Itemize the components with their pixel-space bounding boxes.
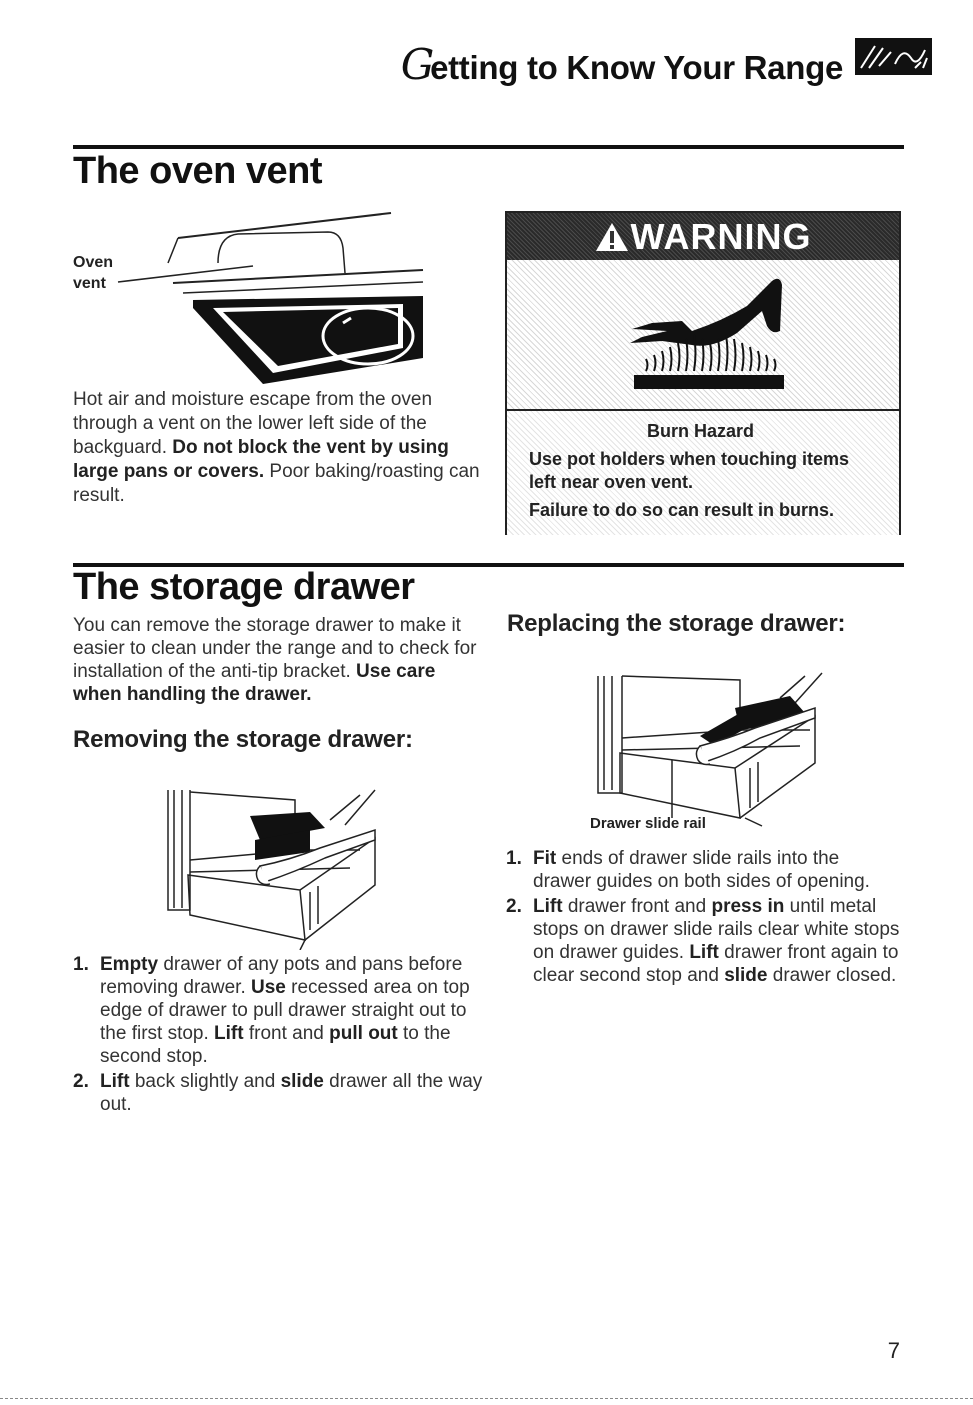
replacing-step-1 (506, 847, 901, 893)
drawer-slide-rail-label: Drawer slide rail (590, 815, 706, 832)
oven-vent-paragraph (73, 388, 483, 508)
warning-line-1: Use pot holders when touching items (529, 449, 850, 469)
header-initial: G (400, 40, 435, 89)
step-text: drawer front again to clear second stop and (533, 942, 899, 986)
warning-text-panel (507, 409, 899, 535)
step-text: front and (243, 1023, 330, 1044)
step-text: back slightly and (129, 1071, 281, 1092)
step-text: ends of drawer slide rails into the drawer guides on both sides of opening. (533, 848, 870, 892)
section-rule (73, 145, 904, 149)
step-number: 1. (73, 954, 89, 975)
step-text: drawer front and (562, 896, 712, 917)
storage-intro-text: You can remove the storage drawer to make it easier to clean under the range and to check for installation of the anti-tip bracket. (73, 615, 477, 682)
step-text: until metal stops on drawer slide rails clear white stops on drawer guides. (533, 896, 900, 963)
step-bold: slide (724, 965, 768, 986)
oven-vent-text-2: Poor baking/roasting can result. (73, 461, 480, 506)
warning-box (505, 211, 901, 535)
removing-step-1 (73, 953, 483, 1068)
range-logo-icon (855, 38, 932, 75)
warning-line-3: Failure to do so can result in burns. (529, 500, 835, 520)
step-bold: Lift (100, 1071, 130, 1092)
replacing-drawer-figure (590, 668, 830, 838)
oven-vent-label-line2: vent (73, 275, 106, 292)
warning-heading: WARNING (630, 215, 812, 257)
storage-drawer-heading: The storage drawer (73, 566, 415, 608)
storage-intro-bold: Use care when handling the drawer. (73, 661, 436, 705)
removing-step-2 (73, 1070, 483, 1116)
step-bold: Lift (689, 942, 719, 963)
step-bold: Empty (100, 954, 159, 975)
step-text: recessed area on top edge of drawer to pull drawer straight out to the first stop. (100, 977, 470, 1044)
oven-vent-figure (73, 208, 433, 388)
replacing-heading: Replacing the storage drawer: (507, 610, 846, 637)
warning-header (507, 213, 899, 260)
step-text: drawer closed. (767, 965, 897, 986)
removing-steps-list (73, 953, 483, 1118)
running-header (401, 40, 843, 89)
warning-title: Burn Hazard (647, 421, 755, 441)
step-text: drawer of any pots and pans before removing drawer. (100, 954, 463, 998)
warning-line-2: left near oven vent. (529, 472, 694, 492)
removing-drawer-figure (160, 780, 390, 950)
step-text: drawer all the way out. (100, 1071, 483, 1115)
removing-heading: Removing the storage drawer: (73, 726, 413, 753)
header-title-text: etting to Know Your Range (430, 49, 843, 86)
step-bold: Lift (214, 1023, 244, 1044)
step-number: 1. (506, 848, 522, 869)
warning-triangle-icon (595, 222, 629, 252)
page-number: 7 (887, 1338, 900, 1363)
step-bold: slide (280, 1071, 324, 1092)
hand-over-hot-surface-icon (622, 271, 792, 401)
oven-vent-text-1: Hot air and moisture escape from the oven through a vent on the lower left side of the backguard. (73, 389, 433, 458)
oven-vent-heading: The oven vent (73, 150, 322, 192)
step-number: 2. (506, 896, 522, 917)
step-bold: Fit (533, 848, 557, 869)
step-bold: Lift (533, 896, 563, 917)
step-text: to the second stop. (100, 1023, 451, 1067)
step-bold: Use (251, 977, 286, 998)
oven-vent-text-bold: Do not block the vent by using large pans or covers. (73, 437, 449, 482)
step-bold: pull out (329, 1023, 398, 1044)
step-bold: press in (711, 896, 785, 917)
bottom-divider (0, 1398, 973, 1399)
replacing-step-2 (506, 895, 901, 987)
replacing-steps-list (506, 847, 901, 989)
storage-drawer-intro (73, 614, 478, 706)
oven-vent-label-line1: Oven (73, 254, 114, 271)
step-number: 2. (73, 1071, 89, 1092)
